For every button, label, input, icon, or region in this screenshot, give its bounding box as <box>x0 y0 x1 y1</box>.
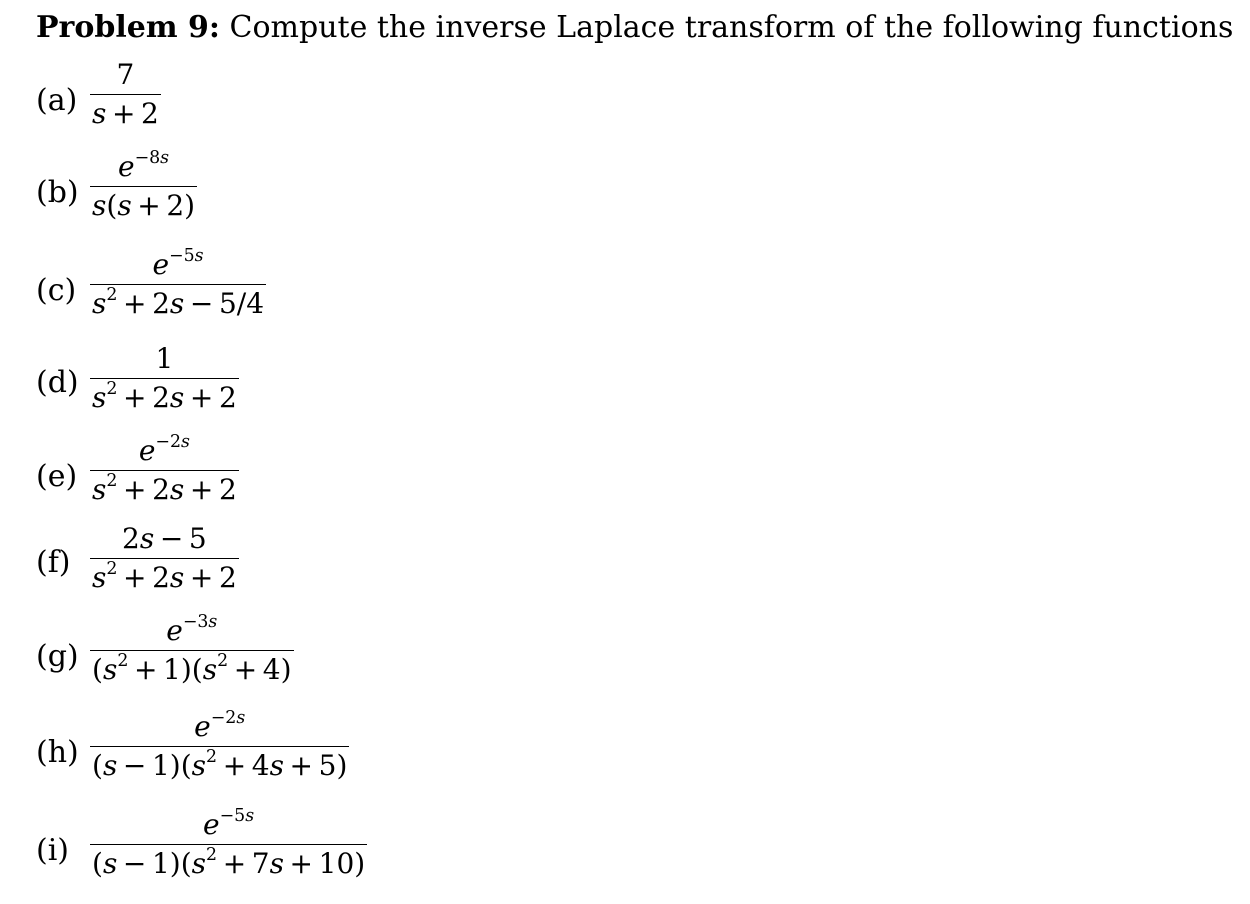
problem-item-i <box>36 805 636 904</box>
denominator: $s^2 + 2s + 2$ <box>92 378 237 414</box>
numerator: $e^{-5s}$ <box>203 805 255 841</box>
denominator: $(s - 1)(s^2 + 7s + 10)$ <box>92 844 366 880</box>
denominator: $(s^2 + 1)(s^2 + 4)$ <box>92 650 292 686</box>
fraction <box>90 58 161 131</box>
fraction-bar <box>90 94 161 95</box>
item-label: (i) <box>36 833 70 868</box>
numerator: 1 <box>155 342 174 375</box>
problem-item-a <box>36 58 636 154</box>
problem-instruction: Compute the inverse Laplace transform of the following functions <box>229 10 1234 45</box>
item-label: (a) <box>36 83 78 118</box>
denominator: $s^2 + 2s + 2$ <box>92 558 237 594</box>
fraction <box>90 707 349 783</box>
problem-item-e <box>36 431 636 530</box>
numerator: 2s − 5 <box>122 522 207 555</box>
problem-item-d <box>36 342 636 438</box>
fraction <box>90 245 266 321</box>
fraction-bar <box>90 746 349 747</box>
problem-item-c <box>36 245 636 344</box>
fraction-bar <box>90 844 367 845</box>
item-label: (d) <box>36 365 79 400</box>
item-label: (c) <box>36 273 77 308</box>
numerator: $e^{-3s}$ <box>166 611 218 647</box>
denominator: s + 2 <box>92 97 159 130</box>
denominator: s(s + 2) <box>92 189 196 222</box>
fraction <box>90 522 239 595</box>
item-label: (g) <box>36 639 79 674</box>
numerator: $e^{-2s}$ <box>138 431 190 467</box>
fraction <box>90 805 367 881</box>
numerator: $e^{-5s}$ <box>152 245 204 281</box>
problem-item-b <box>36 147 636 246</box>
problem-label: Problem 9: <box>36 10 220 45</box>
denominator: $s^2 + 2s + 2$ <box>92 470 237 506</box>
fraction-bar <box>90 186 197 187</box>
item-label: (f) <box>36 545 71 580</box>
fraction <box>90 611 294 687</box>
item-label: (h) <box>36 735 79 770</box>
problem-item-h <box>36 707 636 806</box>
fraction <box>90 342 239 415</box>
denominator: $(s - 1)(s^2 + 4s + 5)$ <box>92 746 348 782</box>
item-label: (e) <box>36 459 78 494</box>
fraction <box>90 147 197 223</box>
numerator: 7 <box>116 58 135 91</box>
item-label: (b) <box>36 175 79 210</box>
numerator: $e^{-8s}$ <box>118 147 170 183</box>
problem-item-f <box>36 522 636 618</box>
problem-heading <box>36 10 1233 45</box>
numerator: $e^{-2s}$ <box>194 707 246 743</box>
denominator: $s^2 + 2s - 5/4$ <box>92 284 265 320</box>
fraction <box>90 431 239 507</box>
problem-item-g <box>36 611 636 710</box>
